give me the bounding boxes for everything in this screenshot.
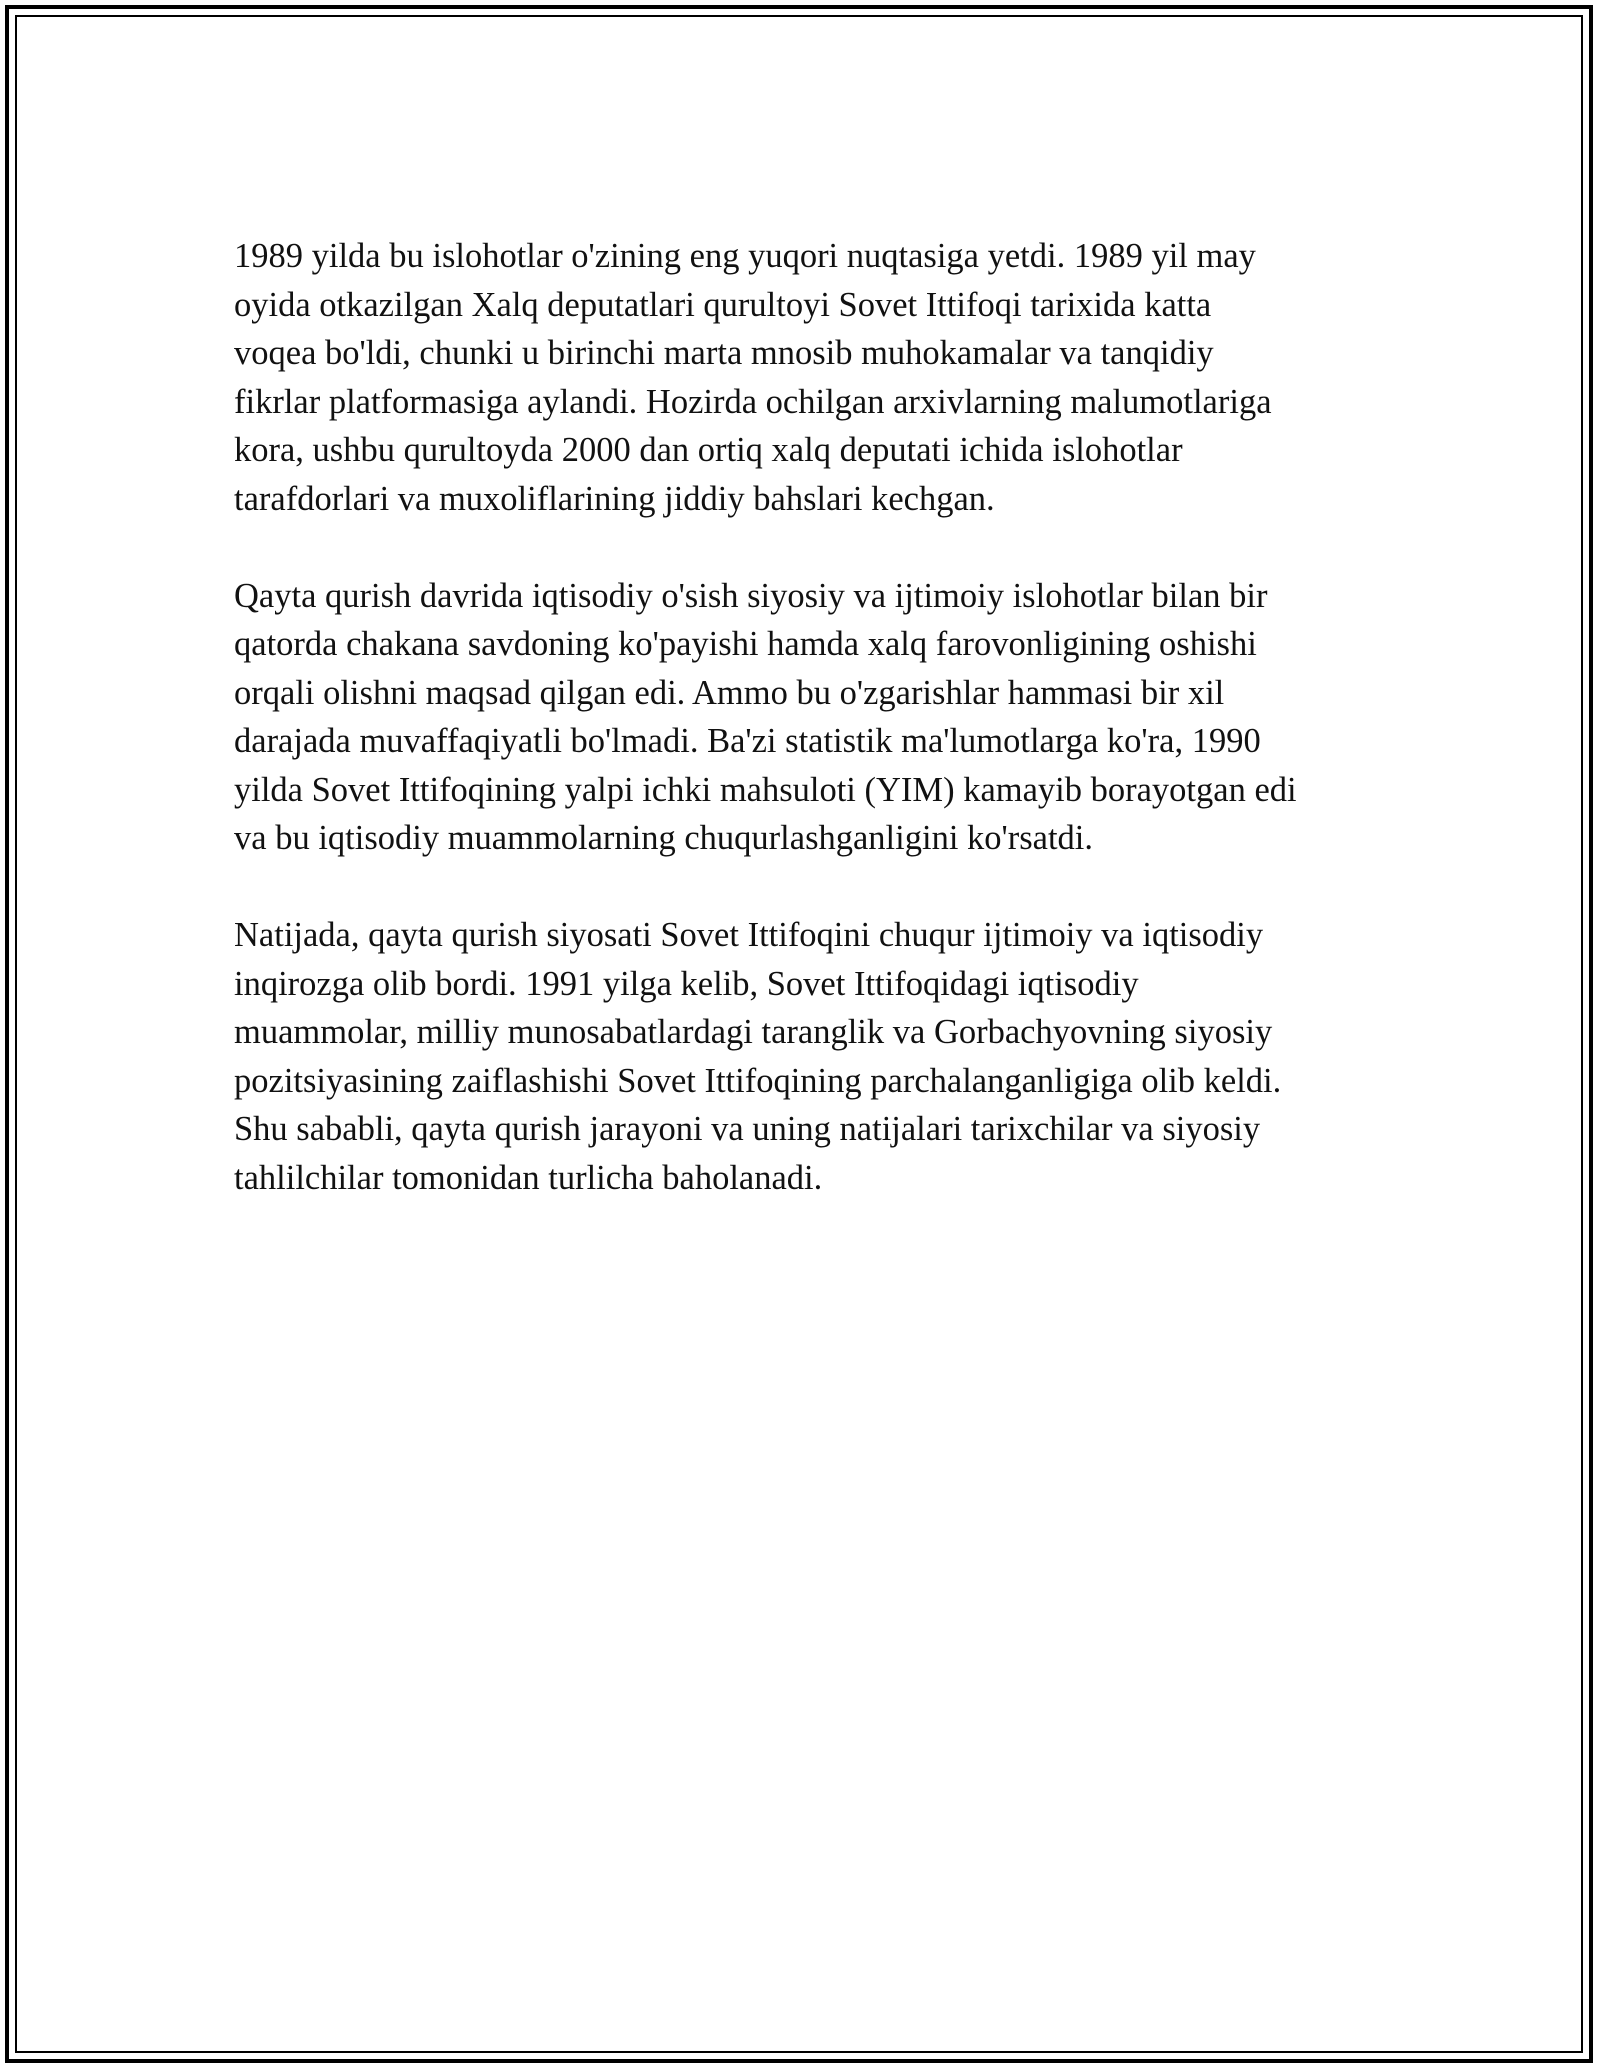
- text-line: oyida otkazilgan Xalq deputatlari qurultoyi Sovet Ittifoqi tarixida katta: [234, 285, 1212, 324]
- text-line: fikrlar platformasiga aylandi. Hozirda ochilgan arxivlarning malumotlariga: [234, 382, 1272, 421]
- text-line: yilda Sovet Ittifoqining yalpi ichki mahsuloti (YIM) kamayib borayotgan edi: [234, 770, 1297, 809]
- text-line: Qayta qurish davrida iqtisodiy o'sish siyosiy va ijtimoiy islohotlar bilan bir: [234, 576, 1268, 615]
- text-line: kora, ushbu qurultoyda 2000 dan ortiq xalq deputati ichida islohotlar: [234, 431, 1183, 469]
- text-line: orqali olishni maqsad qilgan edi. Ammo bu o'zgarishlar hammasi bir xil: [234, 673, 1225, 712]
- text-line: darajada muvaffaqiyatli bo'lmadi. Ba'zi statistik ma'lumotlarga ko'ra, 1990: [234, 722, 1261, 760]
- document-body: [234, 232, 1374, 1251]
- text-line: qatorda chakana savdoning ko'payishi hamda xalq farovonligining oshishi: [234, 625, 1257, 663]
- text-line: inqirozga olib bordi. 1991 yilga kelib, Sovet Ittifoqidagi iqtisodiy: [234, 964, 1139, 1003]
- text-line: va bu iqtisodiy muammolarning chuqurlashganligini ko'rsatdi.: [234, 819, 1094, 857]
- paragraph-3: [234, 911, 1374, 1202]
- text-line: Shu sababli, qayta qurish jarayoni va uning natijalari tarixchilar va siyosiy: [234, 1110, 1261, 1148]
- paragraph-1: [234, 232, 1374, 523]
- paragraph-2: [234, 572, 1374, 863]
- text-line: 1989 yilda bu islohotlar o'zining eng yuqori nuqtasiga yetdi. 1989 yil may: [234, 237, 1256, 275]
- text-line: muammolar, milliy munosabatlardagi taranglik va Gorbachyovning siyosiy: [234, 1013, 1273, 1051]
- text-line: tahlilchilar tomonidan turlicha baholanadi.: [234, 1158, 823, 1197]
- text-line: pozitsiyasining zaiflashishi Sovet Ittifoqining parchalanganligiga olib keldi.: [234, 1061, 1282, 1100]
- text-line: tarafdorlari va muxoliflarining jiddiy bahslari kechgan.: [234, 479, 995, 518]
- text-line: voqea bo'ldi, chunki u birinchi marta mnosib muhokamalar va tanqidiy: [234, 334, 1214, 372]
- text-line: Natijada, qayta qurish siyosati Sovet Ittifoqini chuqur ijtimoiy va iqtisodiy: [234, 916, 1264, 954]
